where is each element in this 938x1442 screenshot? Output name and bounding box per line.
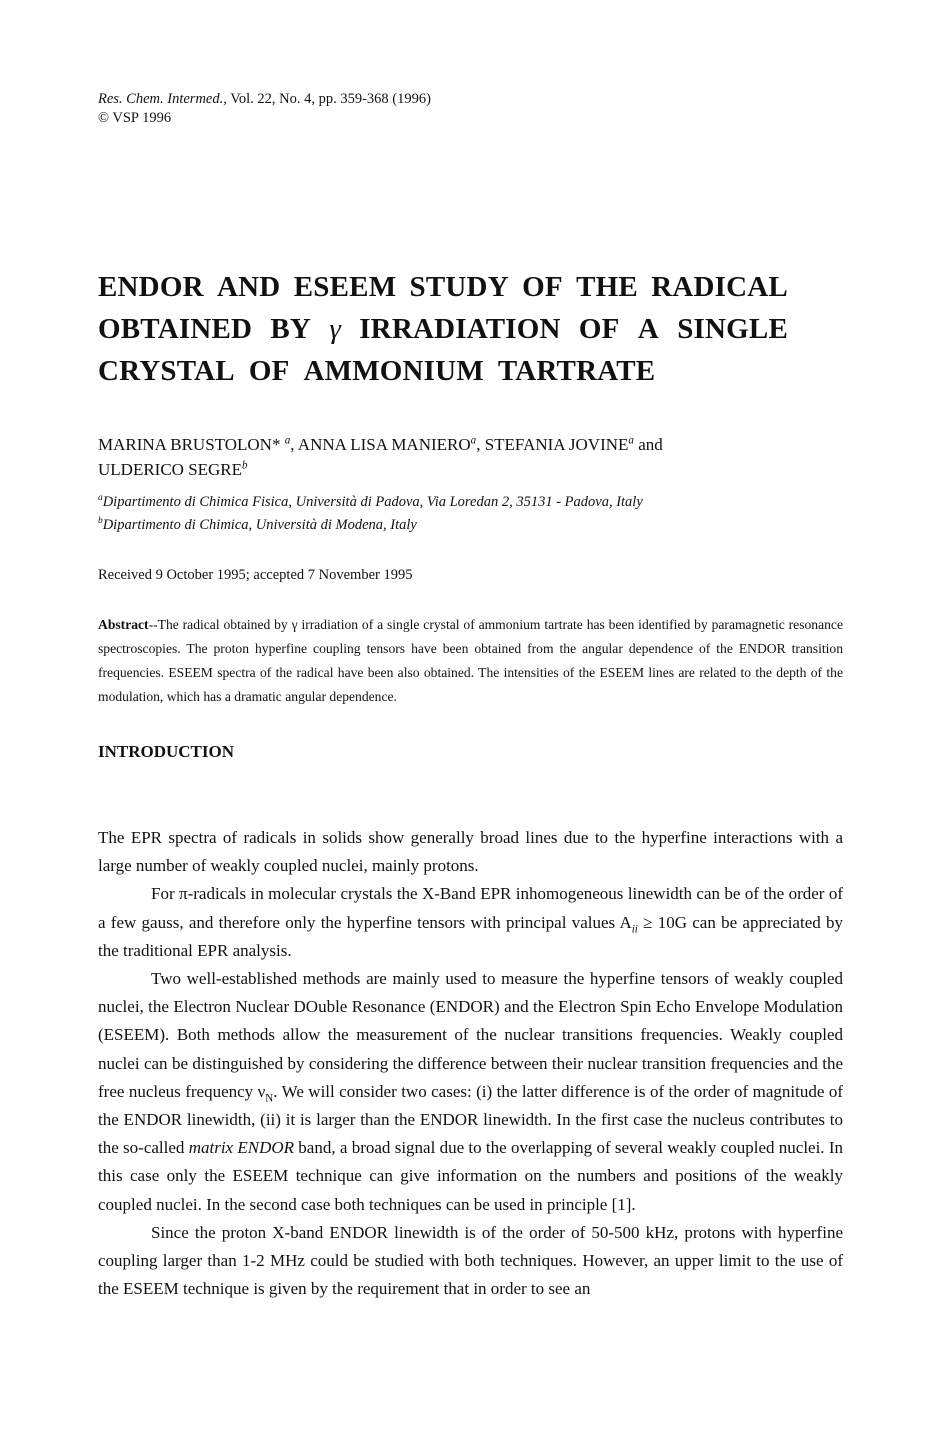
author-conjunction: and	[633, 435, 663, 454]
affiliation-text: Dipartimento di Chimica Fisica, Università di Padova, Via Loredan 2, 35131 - Padova, Italy	[102, 494, 643, 510]
title-word: SINGLE	[677, 313, 788, 345]
title-line-1	[98, 266, 788, 308]
title-word: TARTRATE	[497, 355, 656, 387]
title-word: STUDY	[409, 271, 509, 303]
title-line-3	[98, 350, 788, 392]
affiliation-a	[98, 491, 838, 514]
affiliation-marker: a	[98, 493, 103, 504]
section-heading: INTRODUCTION	[98, 742, 235, 761]
paper-title	[98, 266, 798, 392]
abstract-text: --The radical obtained by γ irradiation of a single crystal of ammonium tartrate has been identified by paramagnetic resonance spectroscopies. The proton hyperfine coupling tensors have been obtained from the angular dependence of the ENDOR transition frequencies. ESEEM spectra of the radical have been also obtained. The intensities of the ESEEM lines are related to the depth of the modulation, which has a dramatic angular dependence.	[98, 617, 843, 704]
title-word: OF	[578, 313, 620, 345]
text-run: For π-radicals in molecular crystals the X-Band EPR inhomogeneous linewidth can be of the order of a few gauss, and therefore only the hyperfine tensors with principal values A	[98, 884, 843, 932]
title-word: AND	[217, 271, 281, 303]
journal-details: Vol. 22, No. 4, pp. 359-368 (1996)	[226, 91, 431, 107]
subscript: ii	[631, 923, 638, 935]
title-word: OF	[248, 355, 290, 387]
title-word: OF	[522, 271, 563, 303]
text-run: Two well-established methods are mainly used to measure the hyperfine tensors of weakly coupled nuclei, the Electron Nuclear DOuble Resonance (ENDOR) and the Electron Spin Echo Envelope Modulation (ESEEM). Both methods allow the measurement of the nuclear transitions frequencies. Weakly coupled nuclei can be distinguished by considering the difference between their nuclear transition frequencies and the free nucleus frequency ν	[98, 969, 843, 1101]
paragraph: The EPR spectra of radicals in solids show generally broad lines due to the hyperfine interactions with a large number of weakly coupled nuclei, mainly protons.	[98, 828, 843, 876]
text-run: . We will consider two cases: (i) the latter difference is of the order of magnitude of the ENDOR linewidth, (ii) it is larger than the ENDOR linewidth. In the first case the nucleus contributes to the so-called	[98, 1081, 843, 1158]
title-word: γ	[329, 313, 341, 345]
affiliation-marker: a	[470, 434, 477, 447]
author-name: MARINA BRUSTOLON*	[98, 435, 285, 454]
journal-name: Res. Chem. Intermed.,	[98, 91, 227, 107]
title-word: THE	[576, 271, 638, 303]
abstract-label: Abstract	[98, 617, 149, 632]
copyright: © VSP 1996	[98, 110, 172, 126]
affiliation-text: Dipartimento di Chimica, Università di Modena, Italy	[102, 517, 417, 533]
author-list	[98, 432, 818, 482]
body-text	[98, 824, 843, 1303]
affiliation-marker: b	[98, 516, 103, 527]
title-word: BY	[270, 313, 312, 345]
affiliations	[98, 491, 838, 537]
text-run: ≥ 10G can be appreciated by the traditional EPR analysis.	[98, 912, 843, 960]
author-name: ULDERICO SEGRE	[98, 460, 243, 479]
paragraph	[98, 965, 843, 1219]
paragraph	[98, 880, 843, 965]
title-word: CRYSTAL	[98, 355, 235, 387]
title-word: OBTAINED	[98, 313, 253, 345]
title-line-2	[98, 308, 788, 350]
affiliation-b	[98, 514, 838, 537]
paragraph: Since the proton X-band ENDOR linewidth is of the order of 50-500 kHz, protons with hyperfine coupling larger than 1-2 MHz could be studied with both techniques. However, an upper limit to the use of the ESEEM technique is given by the requirement that in order to see an	[98, 1222, 843, 1299]
title-word: ENDOR	[98, 271, 204, 303]
text-run: band, a broad signal due to the overlapping of several weakly coupled nuclei. In this case only the ESEEM technique can give information on the numbers and positions of the weakly coupled nuclei. In the second case both techniques can be used in principle [1].	[98, 1138, 843, 1214]
title-word: A	[637, 313, 659, 345]
received-dates: Received 9 October 1995; accepted 7 November 1995	[98, 567, 413, 583]
author-name: , STEFANIA JOVINE	[476, 435, 629, 454]
subscript: N	[265, 1092, 274, 1105]
title-word: IRRADIATION	[359, 313, 561, 345]
title-word: AMMONIUM	[303, 355, 484, 387]
affiliation-marker: b	[242, 459, 248, 472]
emphasis: matrix ENDOR	[188, 1138, 295, 1158]
affiliation-marker: a	[628, 434, 634, 447]
journal-citation	[98, 90, 431, 128]
title-word: RADICAL	[651, 271, 788, 303]
title-word: ESEEM	[293, 271, 397, 303]
author-name: , ANNA LISA MANIERO	[290, 435, 471, 454]
affiliation-marker: a	[284, 434, 291, 447]
abstract	[98, 613, 843, 709]
